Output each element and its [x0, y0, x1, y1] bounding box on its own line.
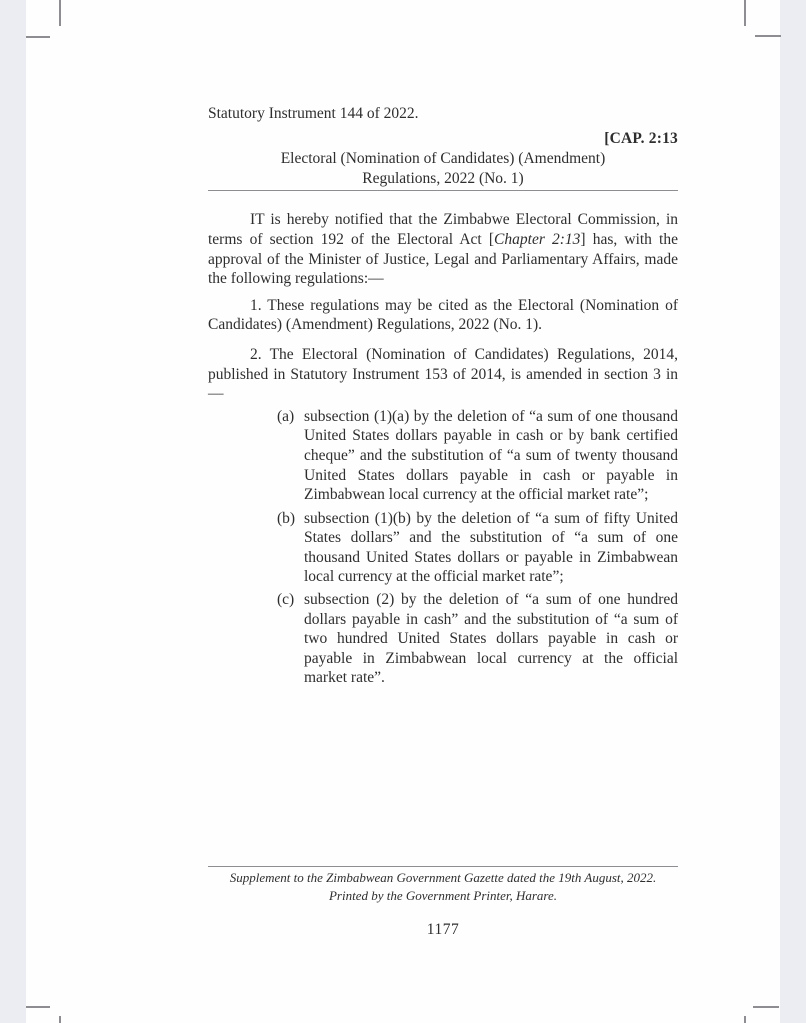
amendment-label-a: (a) [277, 407, 295, 425]
amendment-label-c: (c) [277, 591, 295, 609]
amendment-item-b [208, 509, 678, 587]
crop-mark-bottom-left-horizontal [26, 1006, 50, 1008]
crop-mark-top-right-vertical [744, 0, 746, 26]
section-1-paragraph: 1. These regulations may be cited as the Electoral (Nomination of Candidates) (Amendment) Regulations, 2022 (No. 1). [208, 296, 678, 334]
page-number: 1177 [426, 921, 460, 938]
document-title-line1: Electoral (Nomination of Candidates) (Amendment) [280, 150, 606, 168]
header-rule [208, 190, 678, 191]
document-body [208, 0, 678, 688]
crop-mark-top-right-horizontal [755, 35, 781, 37]
cap-reference: [CAP. 2:13 [604, 129, 678, 147]
preamble-text-before: IT is hereby notified that the Zimbabwe Electoral Commission, in terms of section 192 of the Electoral Act [ [208, 211, 678, 248]
crop-mark-top-left-horizontal [26, 36, 50, 38]
amendment-label-b: (b) [277, 509, 296, 527]
supplement-note: Supplement to the Zimbabwean Government Gazette dated the 19th August, 2022. [229, 870, 657, 885]
crop-mark-bottom-right-vertical [744, 1016, 746, 1023]
footer-rule [208, 866, 678, 867]
section-2-paragraph: 2. The Electoral (Nomination of Candidates) Regulations, 2014, published in Statutory Instrument 153 of 2014, is amended in section 3 in— [208, 345, 678, 403]
crop-mark-bottom-right-horizontal [753, 1006, 779, 1008]
chapter-reference: Chapter 2:13 [494, 230, 581, 248]
instrument-number: Statutory Instrument 144 of 2022. [208, 105, 419, 122]
amendment-text-b: subsection (1)(b) by the deletion of “a sum of fifty United States dollars” and the substitution of “a sum of one thousand United States dollars or payable in Zimbabwean local currency at the official market rate”; [304, 509, 678, 586]
amendment-item-a [208, 407, 678, 505]
amendment-text-a: subsection (1)(a) by the deletion of “a sum of one thousand United States dollars payable in cash or by bank certified cheque” and the substitution of “a sum of twenty thousand United States dollars payable in cash or payable in Zimbabwean local currency at the official market rate”; [304, 407, 678, 504]
preamble-text-after: ] has, with the approval of the Minister of Justice, Legal and Parliamentary Affairs, made the following regulations:— [208, 230, 678, 288]
crop-mark-bottom-left-vertical [59, 1016, 61, 1023]
page-footer [208, 866, 678, 939]
printer-note: Printed by the Government Printer, Harare. [328, 888, 558, 903]
preamble-paragraph [208, 210, 678, 288]
amendment-text-c: subsection (2) by the deletion of “a sum of one hundred dollars payable in cash” and the substitution of “a sum of two hundred United States dollars payable in cash or payable in Zimbabwean local currency at the official market rate”. [304, 591, 678, 687]
document-page [26, 0, 780, 1023]
crop-mark-top-left-vertical [59, 0, 61, 26]
amendment-item-c [208, 590, 678, 688]
document-title-line2: Regulations, 2022 (No. 1) [362, 169, 524, 187]
